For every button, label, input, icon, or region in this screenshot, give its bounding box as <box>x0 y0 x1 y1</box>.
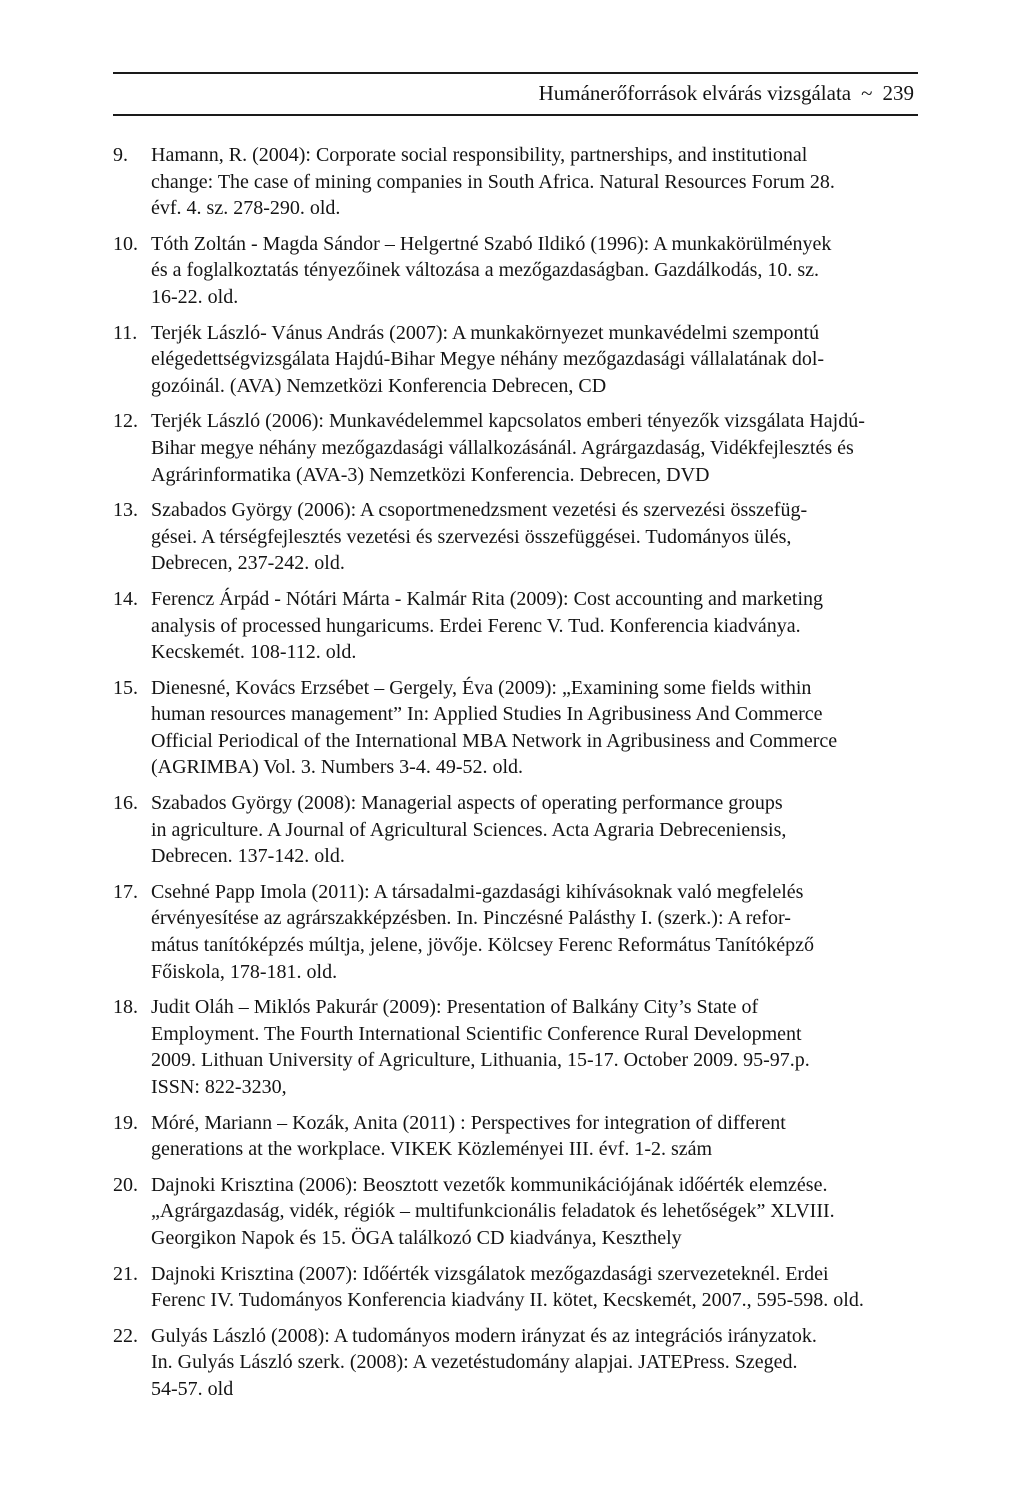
reference-text <box>151 142 911 222</box>
reference-line: in agriculture. A Journal of Agricultural Sciences. Acta Agraria Debreceniensis, <box>151 818 787 841</box>
reference-line: „Agrárgazdaság, vidék, régiók – multifunkcionális feladatok és lehetőségek” XLVIII. <box>151 1200 835 1223</box>
reference-text <box>151 231 911 311</box>
header-text <box>539 78 914 108</box>
reference-text <box>151 1261 911 1314</box>
reference-number: 21. <box>113 1262 138 1285</box>
reference-number: 20. <box>113 1173 138 1196</box>
reference-line: Bihar megye néhány mezőgazdasági vállalkozásánál. Agrárgazdaság, Vidékfejlesztés és <box>151 436 854 459</box>
reference-text <box>151 497 911 577</box>
reference-text <box>151 408 911 488</box>
reference-line: Szabados György (2006): A csoportmenedzsment vezetési és szervezési összefüg- <box>151 499 808 522</box>
running-header <box>113 72 918 116</box>
reference-text <box>151 586 911 666</box>
header-separator: ~ <box>861 81 873 105</box>
reference-item <box>113 1323 911 1403</box>
reference-line: Terjék László- Vánus András (2007): A munkakörnyezet munkavédelmi szempontú <box>151 321 820 344</box>
reference-line: Ferencz Árpád - Nótári Márta - Kalmár Rita (2009): Cost accounting and marketing <box>151 587 824 610</box>
page-number: 239 <box>882 81 914 105</box>
reference-line: Ferenc IV. Tudományos Konferencia kiadvány II. kötet, Kecskemét, 2007., 595-598. old. <box>151 1289 864 1312</box>
reference-item <box>113 408 911 488</box>
reference-line: 2009. Lithuan University of Agriculture, Lithuania, 15-17. October 2009. 95-97.p. <box>151 1049 810 1072</box>
reference-item <box>113 790 911 870</box>
reference-item <box>113 994 911 1100</box>
reference-line: generations at the workplace. VIKEK Közleményei III. évf. 1-2. szám <box>151 1138 713 1161</box>
reference-number: 18. <box>113 996 138 1019</box>
reference-number: 19. <box>113 1111 138 1134</box>
reference-line: Csehné Papp Imola (2011): A társadalmi-gazdasági kihívásoknak való megfelelés <box>151 880 804 903</box>
reference-number: 22. <box>113 1324 138 1347</box>
reference-line: és a foglalkoztatás tényezőinek változása a mezőgazdaságban. Gazdálkodás, 10. sz. <box>151 259 820 282</box>
reference-line: Szabados György (2008): Managerial aspects of operating performance groups <box>151 792 783 815</box>
reference-line: mátus tanítóképzés múltja, jelene, jövője. Kölcsey Ferenc Református Tanítóképző <box>151 934 815 957</box>
reference-number: 14. <box>113 587 138 610</box>
reference-line: elégedettségvizsgálata Hajdú-Bihar Megye néhány mezőgazdasági vállalatának dol- <box>151 348 825 371</box>
reference-line: human resources management” In: Applied Studies In Agribusiness And Commerce <box>151 703 823 726</box>
reference-line: Official Periodical of the International MBA Network in Agribusiness and Commerce <box>151 729 838 752</box>
reference-line: évf. 4. sz. 278-290. old. <box>151 197 341 220</box>
reference-text <box>151 1172 911 1252</box>
reference-line: Dajnoki Krisztina (2006): Beosztott vezetők kommunikációjának időérték elemzése. <box>151 1173 828 1196</box>
reference-line: 54-57. old <box>151 1377 234 1400</box>
reference-item <box>113 1172 911 1252</box>
reference-line: Gulyás László (2008): A tudományos modern irányzat és az integrációs irányzatok. <box>151 1324 817 1347</box>
reference-line: Judit Oláh – Miklós Pakurár (2009): Presentation of Balkány City’s State of <box>151 996 759 1019</box>
reference-number: 10. <box>113 232 138 255</box>
reference-line: Dajnoki Krisztina (2007): Időérték vizsgálatok mezőgazdasági szervezeteknél. Erdei <box>151 1262 829 1285</box>
reference-line: Móré, Mariann – Kozák, Anita (2011) : Perspectives for integration of different <box>151 1111 786 1134</box>
reference-text <box>151 1323 911 1403</box>
reference-line: Terjék László (2006): Munkavédelemmel kapcsolatos emberi tényezők vizsgálata Hajdú- <box>151 410 865 433</box>
reference-text <box>151 790 911 870</box>
reference-item <box>113 497 911 577</box>
reference-line: érvényesítése az agrárszakképzésben. In. Pinczésné Palásthy I. (szerk.): A refor- <box>151 907 791 930</box>
reference-line: Hamann, R. (2004): Corporate social responsibility, partnerships, and institutional <box>151 144 808 166</box>
reference-item <box>113 1261 911 1314</box>
reference-line: Főiskola, 178-181. old. <box>151 960 338 983</box>
reference-number: 17. <box>113 880 138 903</box>
reference-line: 16-22. old. <box>151 285 239 308</box>
reference-line: Dienesné, Kovács Erzsébet – Gergely, Éva (2009): „Examining some fields within <box>151 676 812 699</box>
reference-line: ISSN: 822-3230, <box>151 1076 287 1098</box>
reference-text <box>151 320 911 400</box>
reference-item <box>113 231 911 311</box>
reference-number: 11. <box>113 321 138 344</box>
reference-item <box>113 142 911 222</box>
reference-item <box>113 879 911 985</box>
reference-line: gései. A térségfejlesztés vezetési és szervezési összefüggései. Tudományos ülés, <box>151 525 792 548</box>
reference-list <box>113 142 911 1412</box>
reference-number: 12. <box>113 410 138 433</box>
reference-line: Kecskemét. 108-112. old. <box>151 641 357 664</box>
reference-line: Debrecen. 137-142. old. <box>151 845 345 868</box>
reference-line: Agrárinformatika (AVA-3) Nemzetközi Konferencia. Debrecen, DVD <box>151 463 710 486</box>
reference-item <box>113 320 911 400</box>
reference-item <box>113 586 911 666</box>
reference-line: Georgikon Napok és 15. ÖGA találkozó CD kiadványa, Keszthely <box>151 1226 682 1249</box>
running-title: Humánerőforrások elvárás vizsgálata <box>538 81 852 105</box>
reference-number: 13. <box>113 499 138 522</box>
reference-number: 9. <box>113 144 128 166</box>
reference-line: gozóinál. (AVA) Nemzetközi Konferencia Debrecen, CD <box>151 374 607 397</box>
reference-line: Debrecen, 237-242. old. <box>151 552 345 575</box>
reference-text <box>151 1110 911 1163</box>
reference-line: analysis of processed hungaricums. Erdei Ferenc V. Tud. Konferencia kiadványa. <box>151 614 801 637</box>
reference-number: 15. <box>113 676 138 699</box>
reference-item <box>113 1110 911 1163</box>
reference-line: Employment. The Fourth International Scientific Conference Rural Development <box>151 1022 802 1045</box>
reference-text <box>151 879 911 985</box>
reference-line: (AGRIMBA) Vol. 3. Numbers 3-4. 49-52. old. <box>151 756 524 779</box>
reference-line: change: The case of mining companies in South Africa. Natural Resources Forum 28. <box>151 170 835 193</box>
reference-text <box>151 994 911 1100</box>
reference-number: 16. <box>113 792 138 815</box>
reference-line: Tóth Zoltán - Magda Sándor – Helgertné Szabó Ildikó (1996): A munkakörülmények <box>151 232 832 255</box>
reference-line: In. Gulyás László szerk. (2008): A vezetéstudomány alapjai. JATEPress. Szeged. <box>151 1351 798 1374</box>
reference-item <box>113 675 911 781</box>
reference-text <box>151 675 911 781</box>
